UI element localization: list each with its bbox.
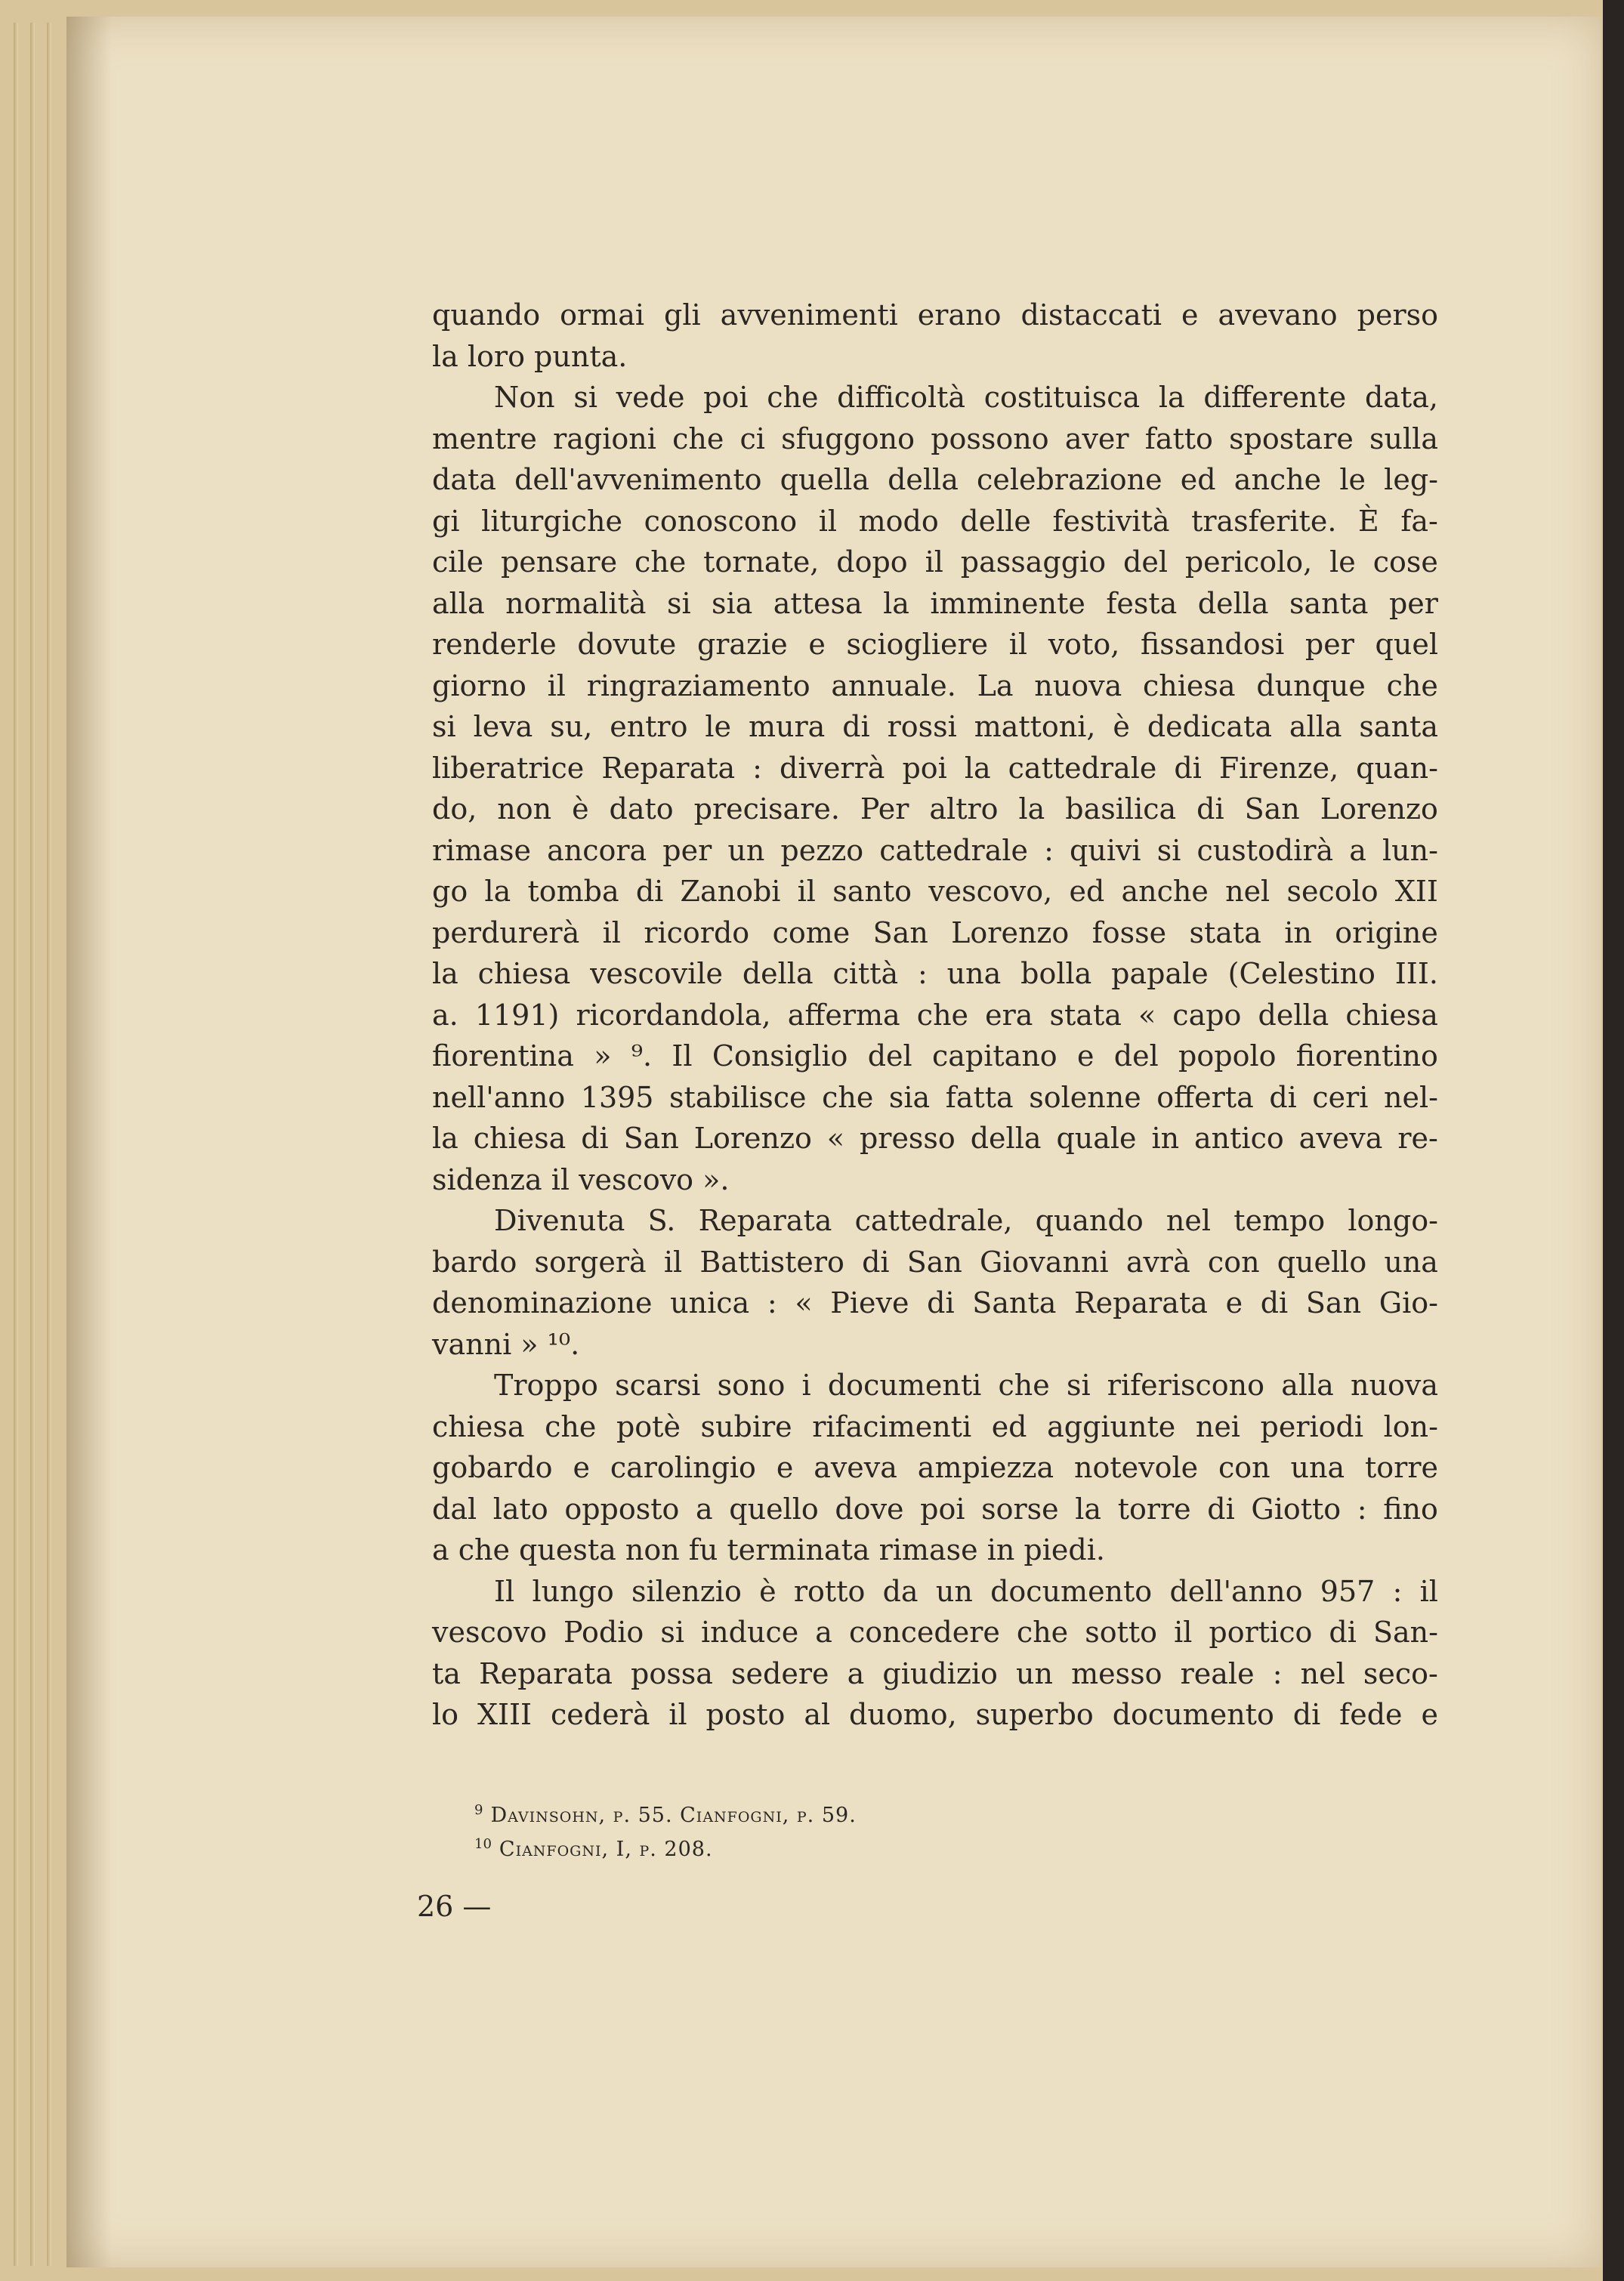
text-line: alla normalità si sia attesa la imminente festa della santa per [432,586,1438,620]
text-line: a. 1191) ricordandola, afferma che era stata « capo della chiesa [432,998,1438,1032]
footnote [474,1796,1230,1830]
text-line: vescovo Podio si induce a concedere che sotto il portico di San- [432,1616,1438,1649]
text-line: cile pensare che tornate, dopo il passaggio del pericolo, le cose [432,545,1438,579]
text-line: la chiesa di San Lorenzo « presso della quale in antico aveva re- [432,1122,1438,1155]
footnote [474,1830,1230,1864]
text-line: si leva su, entro le mura di rossi mattoni, è dedicata alla santa [432,710,1438,743]
text-line: chiesa che potè subire rifacimenti ed aggiunte nei periodi lon- [432,1409,1438,1443]
spine-shadow [66,17,112,2267]
text-line: perdurerà il ricordo come San Lorenzo fosse stata in origine [432,915,1438,949]
text-line: data dell'avvenimento quella della celebrazione ed anche le leg- [432,463,1438,496]
text-line: lo XIII cederà il posto al duomo, superbo documento di fede e [432,1698,1438,1731]
text-line: renderle dovute grazie e sciogliere il voto, fissandosi per quel [432,628,1438,661]
text-line: bardo sorgerà il Battistero di San Giovanni avrà con quello una [432,1245,1438,1279]
text-line: la chiesa vescovile della città : una bolla papale (Celestino III. [432,957,1438,990]
text-line: mentre ragioni che ci sfuggono possono aver fatto spostare sulla [432,421,1438,455]
footnote-number: 9 [474,1802,483,1818]
text-line: Il lungo silenzio è rotto da un documento dell'anno 957 : il [494,1574,1438,1608]
page-edge [47,23,51,2266]
text-line: sidenza il vescovo ». [432,1162,730,1196]
text-line: rimase ancora per un pezzo cattedrale : quivi si custodirà a lun- [432,833,1438,867]
text-line: quando ormai gli avvenimenti erano distaccati e avevano perso [432,298,1438,332]
text-line: ta Reparata possa sedere a giudizio un messo reale : nel seco- [432,1656,1438,1690]
text-line: do, non è dato precisare. Per altro la basilica di San Lorenzo [432,792,1438,826]
text-line: Troppo scarsi sono i documenti che si riferiscono alla nuova [494,1369,1438,1402]
text-line: gobardo e carolingio e aveva ampiezza notevole con una torre [432,1451,1438,1484]
text-line: fiorentina » ⁹. Il Consiglio del capitano e del popolo fiorentino [432,1039,1438,1073]
text-line: go la tomba di Zanobi il santo vescovo, ed anche nel secolo XII [432,875,1438,908]
text-line: Divenuta S. Reparata cattedrale, quando nel tempo longo- [494,1204,1438,1237]
page-edge [30,23,35,2266]
text-line: la loro punta. [432,339,628,373]
text-line: nell'anno 1395 stabilisce che sia fatta solenne offerta di ceri nel- [432,1080,1438,1114]
text-line: Non si vede poi che difficoltà costituisca la differente data, [494,381,1438,414]
page-edge [14,23,18,2266]
footnote-text: Davinsohn, p. 55. Cianfogni, p. 59. [490,1804,857,1827]
text-line: giorno il ringraziamento annuale. La nuova chiesa dunque che [432,668,1438,702]
text-line: gi liturgiche conoscono il modo delle festività trasferite. È fa- [432,504,1438,538]
body-text [432,295,1438,1736]
footnote-text: Cianfogni, I, p. 208. [499,1838,713,1861]
text-line: a che questa non fu terminata rimase in piedi. [432,1533,1105,1566]
footnotes [474,1796,1230,1864]
text-line: liberatrice Reparata : diverrà poi la cattedrale di Firenze, quan- [432,751,1438,785]
page-number: 26 — [417,1890,492,1923]
footnote-number: 10 [474,1836,492,1852]
text-line: vanni » ¹⁰. [432,1327,580,1361]
text-line: dal lato opposto a quello dove poi sorse la torre di Giotto : fino [432,1492,1438,1526]
text-line: denominazione unica : « Pieve di Santa Reparata e di San Gio- [432,1286,1438,1320]
background-edge [1603,0,1624,2281]
